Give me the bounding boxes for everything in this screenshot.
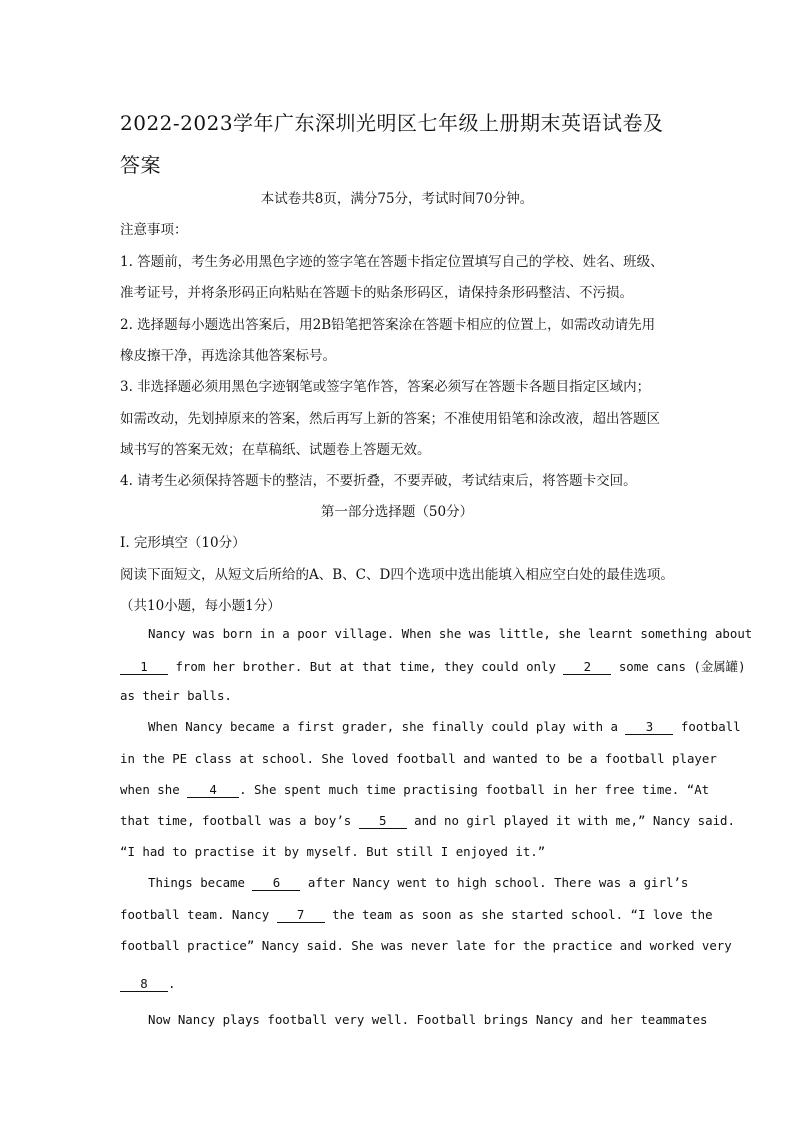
notes-heading: 注意事项：: [120, 222, 188, 238]
note-line: 1. 答题前，考生务必用黑色字迹的签字笔在答题卡指定位置填写自己的学校、姓名、班级、: [120, 254, 664, 270]
note-line: 3. 非选择题必须用黑色字迹钢笔或签字笔作答，答案必须写在答题卡各题目指定区域内；: [120, 379, 651, 395]
passage-line: Nancy was born in a poor village. When she was little, she learnt something about: [148, 626, 753, 641]
passage-line: as their balls.: [120, 688, 232, 703]
blank-1: 1: [120, 660, 168, 675]
passage-line: Now Nancy plays football very well. Football brings Nancy and her teammates: [148, 1012, 708, 1027]
blank-5: 5: [359, 814, 407, 829]
passage-line: 1 from her brother. But at that time, they could only 2 some cans (金属罐): [120, 657, 746, 675]
passage-line: football team. Nancy 7 the team as soon as she started school. “I love the: [120, 907, 713, 922]
part-heading: 第一部分选择题（50分）: [320, 504, 474, 520]
section-heading: Ⅰ. 完形填空（10分）: [120, 535, 246, 551]
page-title: 2022-2023学年广东深圳光明区七年级上册期末英语试卷及答案: [120, 111, 664, 177]
note-line: 4. 请考生必须保持答题卡的整洁，不要折叠，不要弄破，考试结束后，将答题卡交回。: [120, 473, 637, 489]
note-line: 域书写的答案无效；在草稿纸、试题卷上答题无效。: [120, 442, 431, 458]
instruction-line: 阅读下面短文，从短文后所给的A、B、C、D四个选项中选出能填入相应空白处的最佳选项。: [120, 567, 674, 583]
blank-8: 8: [120, 977, 168, 992]
passage-line: in the PE class at school. She loved football and wanted to be a football player: [120, 751, 717, 766]
passage-line: Things became 6 after Nancy went to high school. There was a girl’s: [148, 875, 689, 890]
blank-6: 6: [252, 876, 300, 891]
passage-line: When Nancy became a first grader, she finally could play with a 3 football: [148, 719, 741, 734]
blank-4: 4: [187, 783, 239, 798]
instruction-line: （共10小题，每小题1分）: [120, 598, 281, 614]
note-line: 准考证号，并将条形码正向粘贴在答题卡的贴条形码区，请保持条形码整洁、不污损。: [120, 285, 633, 301]
blank-3: 3: [625, 720, 673, 735]
note-line: 橡皮擦干净，再选涂其他答案标号。: [120, 348, 336, 364]
note-line: 2. 选择题每小题选出答案后，用2B铅笔把答案涂在答题卡相应的位置上，如需改动请先用: [120, 317, 656, 333]
exam-subtitle: 本试卷共8页，满分75分，考试时间70分钟。: [260, 191, 534, 207]
passage-line: “I had to practise it by myself. But still I enjoyed it.”: [120, 844, 546, 859]
passage-line: that time, football was a boy’s 5 and no girl played it with me,” Nancy said.: [120, 813, 735, 828]
note-line: 如需改动，先划掉原来的答案，然后再写上新的答案；不准使用铅笔和涂改液，超出答题区: [120, 411, 660, 427]
passage-line: when she 4 . She spent much time practising football in her free time. “At: [120, 782, 710, 797]
passage-line: 8 .: [120, 976, 175, 992]
blank-2: 2: [563, 660, 611, 675]
passage-line: football practice” Nancy said. She was never late for the practice and worked very: [120, 938, 732, 953]
blank-7: 7: [277, 908, 325, 923]
